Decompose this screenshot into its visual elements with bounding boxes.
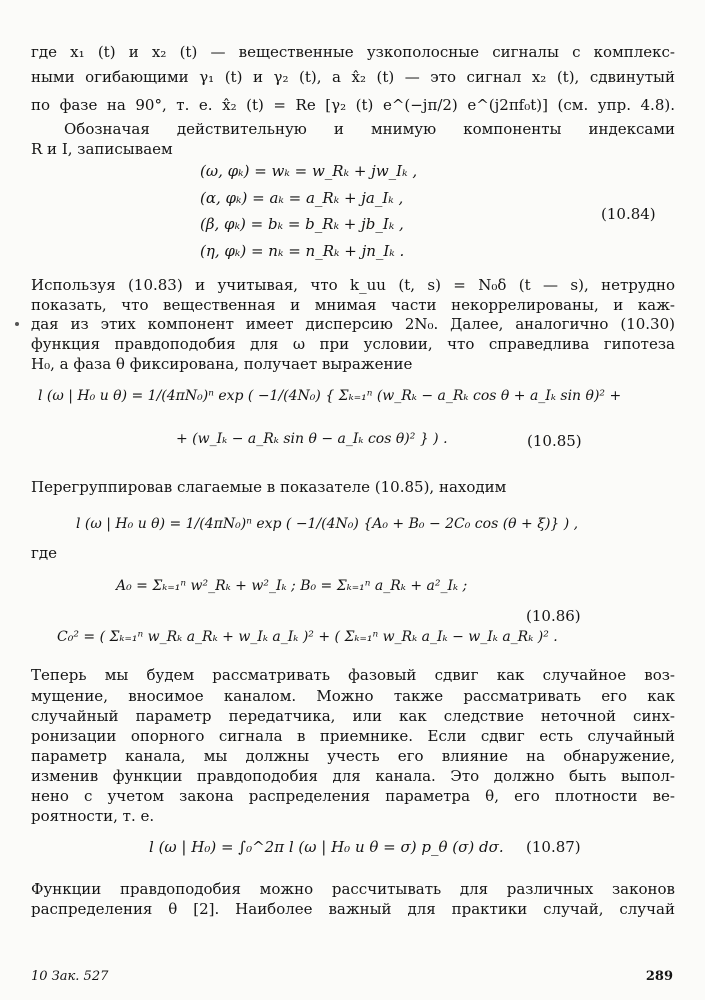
text-line: Функции правдоподобия можно рассчитывать для различных законов [31,880,675,898]
text-line: по фазе на 90°, т. е. x̂₂ (t) = Re [γ₂ (t) e^(−jπ/2) e^(j2πf₀t)] (см. упр. 4.8). [31,96,675,114]
text-line: ными огибающими γ₁ (t) и γ₂ (t), а x̂₂ (t) — это сигнал x₂ (t), сдвинутый [31,68,675,86]
text-line: параметр канала, мы должны учесть его влияние на обнаружение, [31,747,675,765]
equation-line: + (w_Iₖ − a_Rₖ sin θ − a_Iₖ cos θ)² } ) . [176,431,448,447]
equation-line: (β, φₖ) = bₖ = b_Rₖ + jb_Iₖ , [200,215,404,233]
text-line: Используя (10.83) и учитывая, что k_uu (t, s) = N₀δ (t — s), нетрудно [31,276,675,294]
equation-line: l (ω | H₀) = ∫₀^2π l (ω | H₀ и θ = σ) p_θ (σ) dσ. [149,838,504,856]
equation-number: (10.86) [526,607,581,625]
text-line: где [31,544,57,562]
equation-line: (ω, φₖ) = wₖ = w_Rₖ + jw_Iₖ , [200,162,418,180]
page-number: 289 [645,969,673,984]
text-line: Перегруппировав слагаемые в показателе (10.85), находим [31,478,507,496]
text-line: нено с учетом закона распределения параметра θ, его плотности ве- [31,787,675,805]
text-line: R и I, записываем [31,140,173,158]
text-line: Теперь мы будем рассматривать фазовый сдвиг как случайное воз- [31,666,675,684]
text-line: показать, что вещественная и мнимая части некоррелированы, и каж- [31,296,675,314]
equation-line: C₀² = ( Σₖ₌₁ⁿ w_Rₖ a_Rₖ + w_Iₖ a_Iₖ )² + ( Σₖ₌₁ⁿ w_Rₖ a_Iₖ − w_Iₖ a_Rₖ )² . [57,629,558,645]
equation-number: (10.85) [527,432,582,450]
text-line: дая из этих компонент имеет дисперсию 2N₀. Далее, аналогично (10.30) [31,315,675,333]
text-line: изменив функции правдоподобия для канала. Это должно быть выпол- [31,767,675,785]
margin-mark [15,322,19,326]
text-line: H₀, а фаза θ фиксирована, получает выражение [31,355,413,373]
text-line: где x₁ (t) и x₂ (t) — вещественные узкополосные сигналы с комплекс- [31,43,675,61]
equation-line: (η, φₖ) = nₖ = n_Rₖ + jn_Iₖ . [200,242,405,260]
text-line: роятности, т. е. [31,807,155,825]
equation-line: A₀ = Σₖ₌₁ⁿ w²_Rₖ + w²_Iₖ ; B₀ = Σₖ₌₁ⁿ a_Rₖ + a²_Iₖ ; [116,578,468,594]
printer-signature: 10 Зак. 527 [31,969,109,984]
equation-line: l (ω | H₀ и θ) = 1/(4πN₀)ⁿ exp ( −1/(4N₀) { Σₖ₌₁ⁿ (w_Rₖ − a_Rₖ cos θ + a_Iₖ sin θ)² + [38,388,622,404]
text-line: распределения θ [2]. Наиболее важный для практики случай, случай [31,900,675,918]
text-line: случайный параметр передатчика, или как следствие неточной синх- [31,707,675,725]
equation-line: (α, φₖ) = aₖ = a_Rₖ + ja_Iₖ , [200,189,404,207]
text-line: мущение, вносимое каналом. Можно также рассматривать его как [31,687,675,705]
text-line: ронизации опорного сигнала в приемнике. Если сдвиг есть случайный [31,727,675,745]
equation-number: (10.87) [526,838,581,856]
text-line: функция правдоподобия для ω при условии, что справедлива гипотеза [31,335,675,353]
equation-number: (10.84) [601,205,656,223]
text-line: Обозначая действительную и мнимую компоненты индексами [64,120,675,138]
equation-line: l (ω | H₀ и θ) = 1/(4πN₀)ⁿ exp ( −1/(4N₀) {A₀ + B₀ − 2C₀ cos (θ + ξ)} ) , [76,516,579,532]
